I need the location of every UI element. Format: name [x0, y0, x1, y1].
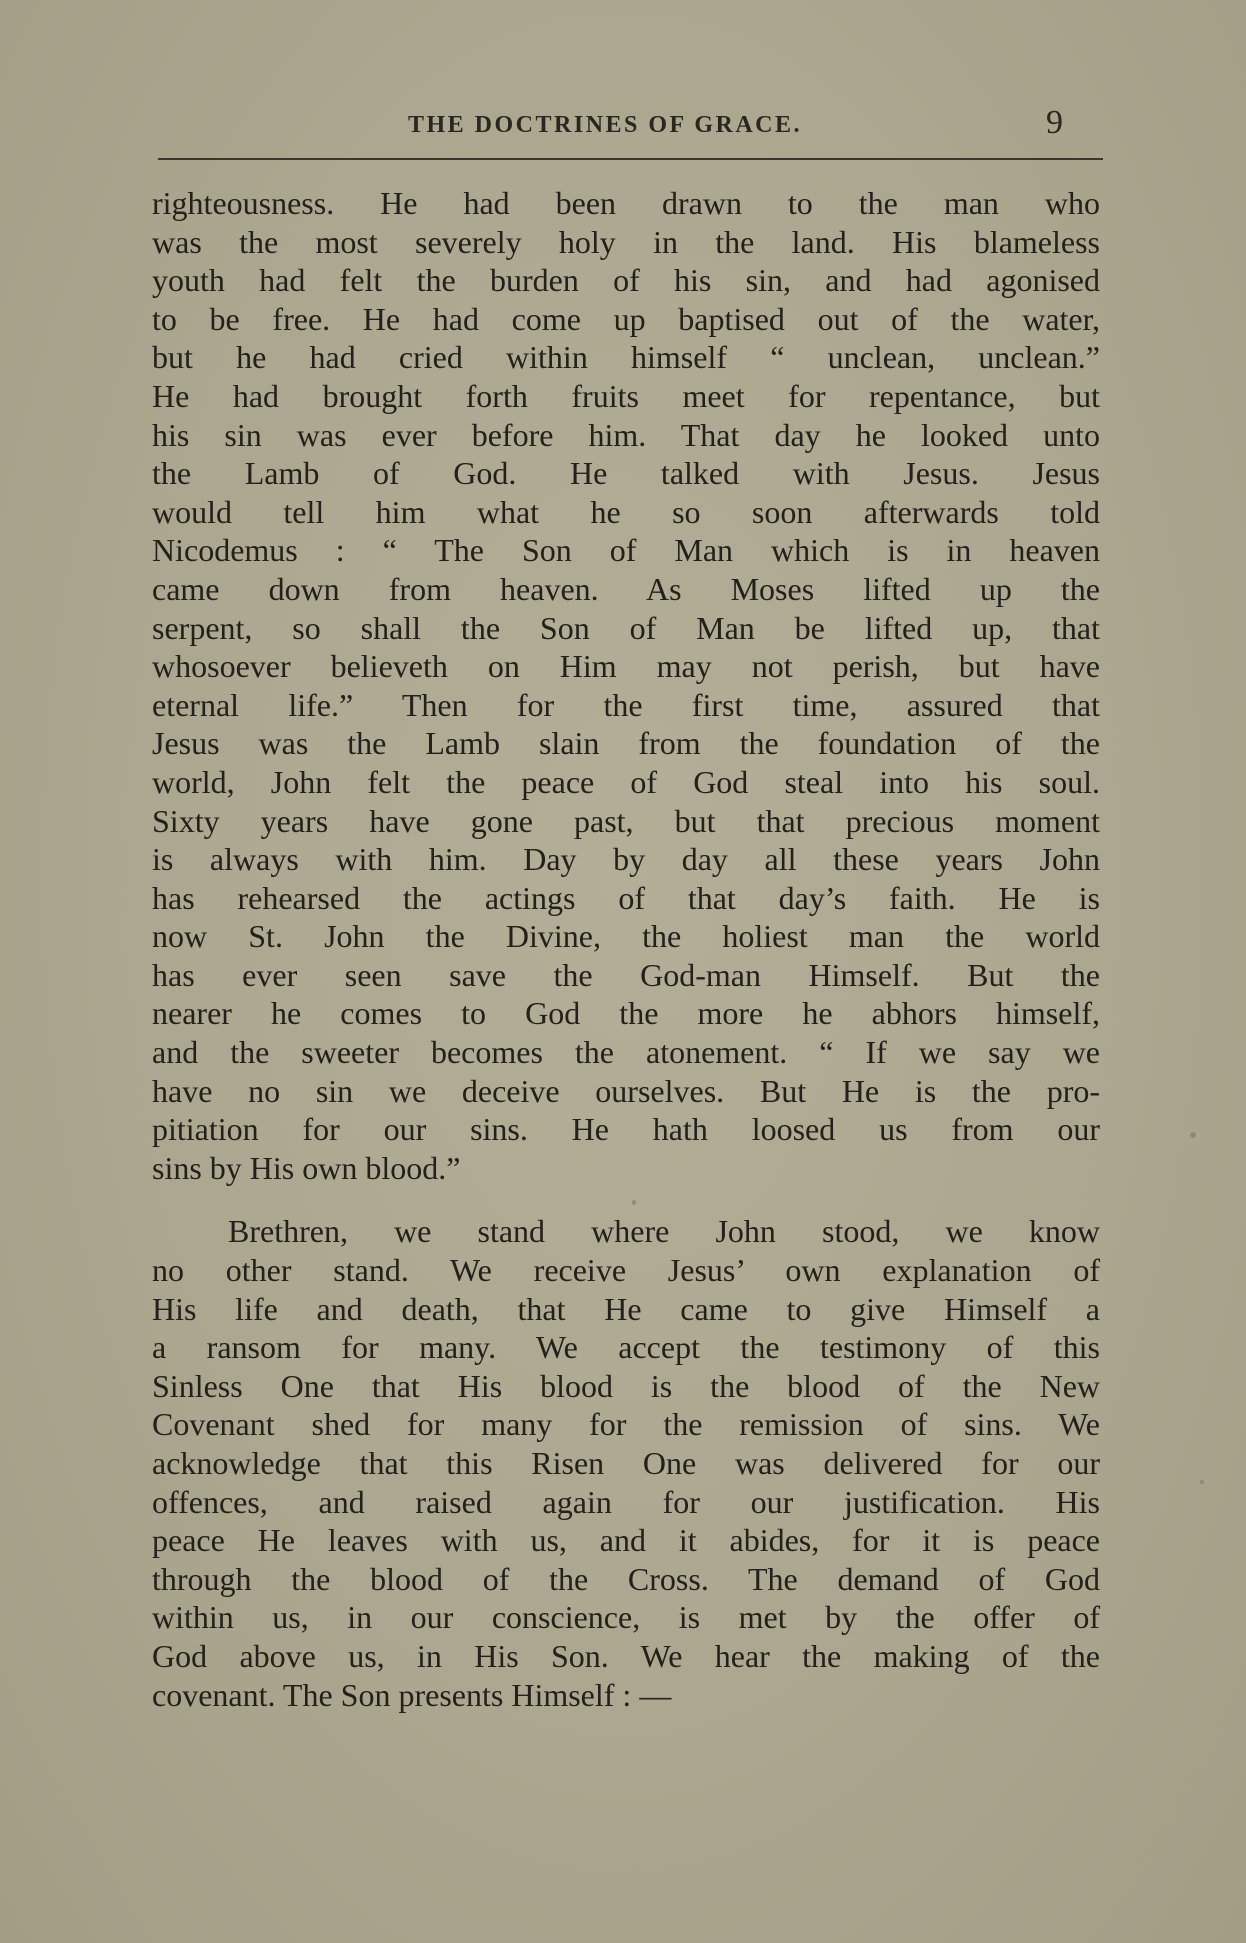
paper-speck — [1200, 1480, 1204, 1484]
text-line: youth had felt the burden of his sin, and had agonised — [152, 262, 1100, 299]
text-line: but he had cried within himself “ unclean, unclean.” — [152, 339, 1100, 376]
text-line: nearer he comes to God the more he abhors himself, — [152, 995, 1100, 1032]
text-line: would tell him what he so soon afterwards told — [152, 493, 1100, 530]
paper-speck — [632, 1200, 636, 1205]
text-line: offences, and raised again for our justification. His — [152, 1483, 1100, 1520]
header-rule — [158, 158, 1103, 160]
text-line: and the sweeter becomes the atonement. “ If we say we — [152, 1034, 1100, 1071]
text-line: was the most severely holy in the land. His blameless — [152, 223, 1100, 260]
text-line: his sin was ever before him. That day he looked unto — [152, 416, 1100, 453]
text-line: Sixty years have gone past, but that precious moment — [152, 802, 1100, 839]
text-line: righteousness. He had been drawn to the man who — [152, 185, 1100, 221]
text-line: Brethren, we stand where John stood, we know — [228, 1213, 1100, 1250]
text-line: Jesus was the Lamb slain from the foundation of the — [152, 725, 1100, 762]
text-line: now St. John the Divine, the holiest man the world — [152, 918, 1100, 955]
running-head: THE DOCTRINES OF GRACE. — [408, 112, 802, 138]
paragraph-1 — [152, 184, 1100, 1187]
text-line: the Lamb of God. He talked with Jesus. Jesus — [152, 455, 1100, 492]
text-line: serpent, so shall the Son of Man be lifted up, that — [152, 609, 1100, 646]
text-line: sins by His own blood.” — [152, 1149, 461, 1186]
text-line: Sinless One that His blood is the blood of the New — [152, 1367, 1100, 1404]
text-line: has rehearsed the actings of that day’s faith. He is — [152, 879, 1100, 916]
text-line: He had brought forth fruits meet for repentance, but — [152, 377, 1100, 414]
page-number: 9 — [1046, 104, 1063, 141]
text-line: is always with him. Day by day all these years John — [152, 841, 1100, 878]
text-line: His life and death, that He came to give Himself a — [152, 1290, 1100, 1327]
text-line: a ransom for many. We accept the testimony of this — [152, 1329, 1100, 1366]
text-line: acknowledge that this Risen One was delivered for our — [152, 1445, 1100, 1481]
paragraph-2 — [152, 1212, 1100, 1714]
text-line: pitiation for our sins. He hath loosed us from our — [152, 1111, 1100, 1148]
text-line: peace He leaves with us, and it abides, for it is peace — [152, 1522, 1100, 1559]
page-header — [158, 104, 1103, 148]
text-line: no other stand. We receive Jesus’ own explanation of — [152, 1252, 1100, 1289]
text-line: to be free. He had come up baptised out of the water, — [152, 300, 1100, 337]
text-line: Nicodemus : “ The Son of Man which is in heaven — [152, 532, 1100, 569]
text-line: world, John felt the peace of God steal into his soul. — [152, 763, 1100, 800]
text-line: covenant. The Son presents Himself : — — [152, 1676, 672, 1713]
text-line: came down from heaven. As Moses lifted up the — [152, 570, 1100, 607]
text-line: has ever seen save the God-man Himself. But the — [152, 956, 1100, 993]
text-line: through the blood of the Cross. The demand of God — [152, 1560, 1100, 1597]
text-line: whosoever believeth on Him may not perish, but have — [152, 648, 1100, 685]
body-text — [152, 184, 1100, 1714]
text-line: within us, in our conscience, is met by the offer of — [152, 1599, 1100, 1636]
text-line: God above us, in His Son. We hear the making of the — [152, 1637, 1100, 1674]
paper-speck — [1190, 1132, 1196, 1138]
text-line: eternal life.” Then for the first time, assured that — [152, 686, 1100, 723]
text-line: have no sin we deceive ourselves. But He is the pro- — [152, 1072, 1100, 1109]
text-line: Covenant shed for many for the remission of sins. We — [152, 1406, 1100, 1443]
